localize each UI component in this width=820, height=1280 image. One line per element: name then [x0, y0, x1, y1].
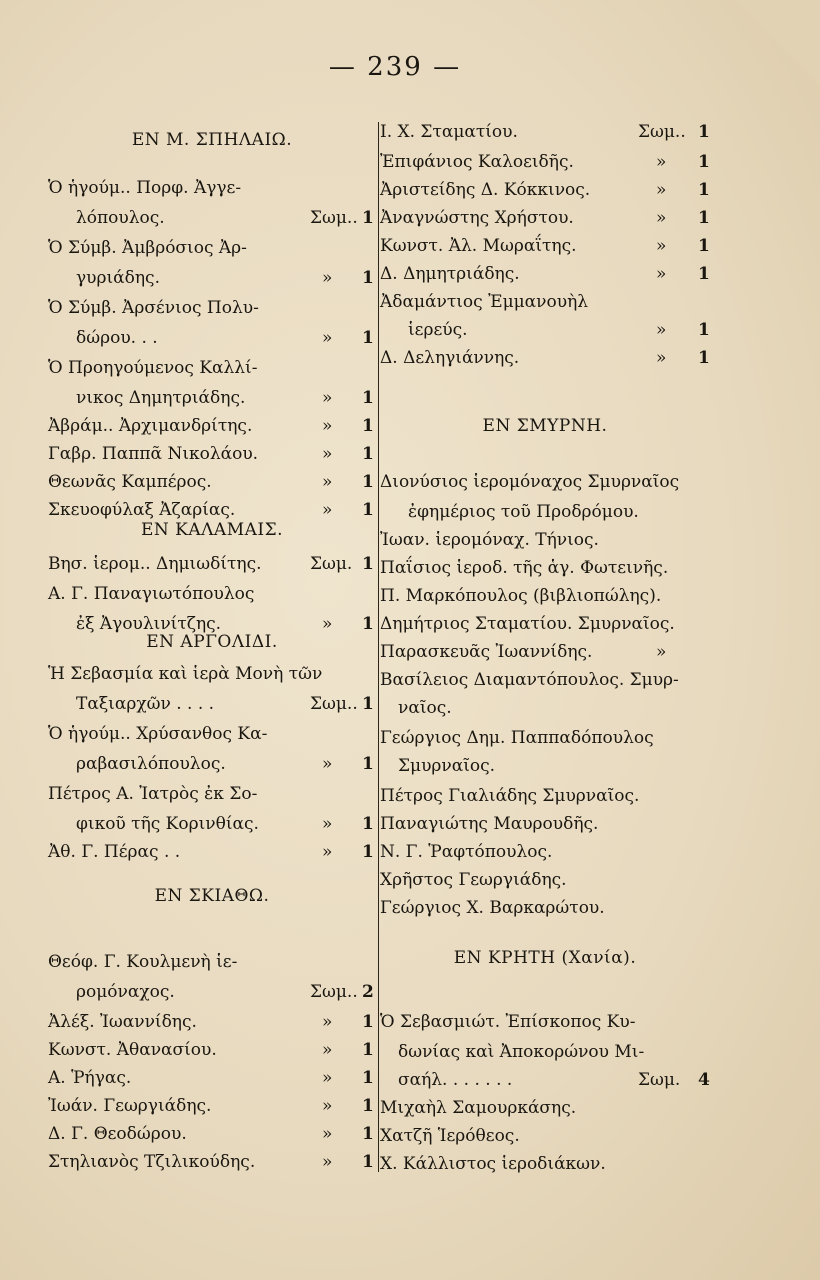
entry-count: 1 [362, 208, 374, 228]
entry-count: 1 [362, 1152, 374, 1172]
entry-name: ραβασιλόπουλος. [76, 754, 226, 774]
page-number: — 239 — [328, 52, 462, 82]
ditto-mark: » [656, 642, 667, 662]
section-heading: ΕΝ ΑΡΓΟΛΙΔΙ. [146, 632, 278, 652]
ditto-mark: » [322, 444, 333, 464]
entry-name: Διονύσιος ἱερομόναχος Σμυρναῖος [380, 472, 680, 492]
ditto-mark: » [656, 180, 667, 200]
entry-count: 1 [362, 500, 374, 520]
entry-name: Πέτρος Α. Ἰατρὸς ἐκ Σο- [48, 784, 258, 804]
entry-name: δώρου. . . [76, 328, 158, 348]
entry-name: γυριάδης. [76, 268, 160, 288]
ditto-mark: » [322, 1124, 333, 1144]
ditto-mark: » [322, 1040, 333, 1060]
entry-name: Π. Μαρκόπουλος (βιβλιοπώλης). [380, 586, 662, 606]
entry-count: 1 [362, 328, 374, 348]
ditto-mark: » [322, 1152, 333, 1172]
ditto-mark: » [322, 614, 333, 634]
entry-count: 1 [362, 472, 374, 492]
section-heading: ΕΝ ΚΡΗΤΗ (Χανία). [453, 948, 637, 968]
entry-count: 1 [698, 208, 710, 228]
ditto-mark: » [656, 152, 667, 172]
ditto-mark: » [656, 264, 667, 284]
entry-name: Δ. Δημητριάδης. [380, 264, 520, 284]
section-heading: ΕΝ ΣΚΙΑΘΩ. [154, 886, 270, 906]
ditto-mark: » [322, 1068, 333, 1088]
entry-name: Κωνστ. Ἀθανασίου. [48, 1040, 217, 1060]
entry-name: ἱερεύς. [408, 320, 468, 340]
ditto-mark: » [322, 754, 333, 774]
entry-name: Ἰωαν. ἱερομόναχ. Τήνιος. [380, 530, 599, 550]
entry-name: ἐξ Ἀγουλινίτζης. [76, 614, 222, 634]
ditto-mark: » [322, 842, 333, 862]
ditto-mark: » [322, 814, 333, 834]
entry-name: Ὁ ἡγούμ.. Πορφ. Ἀγγε- [48, 178, 242, 198]
entry-count: 1 [362, 1096, 374, 1116]
column-divider [378, 122, 379, 1172]
entry-count: 4 [698, 1070, 710, 1090]
entry-name: Ἀλέξ. Ἰωαννίδης. [48, 1012, 197, 1032]
entry-name: Ἀθ. Γ. Πέρας . . [48, 842, 181, 862]
entry-count: 1 [362, 554, 374, 574]
entry-name: Θεωνᾶς Καμπέρος. [48, 472, 212, 492]
entry-name: Παρασκευᾶς Ἰωαννίδης. [380, 642, 593, 662]
entry-name: Α. Ῥήγας. [48, 1068, 132, 1088]
ditto-mark: » [322, 500, 333, 520]
entry-count: 1 [362, 814, 374, 834]
entry-count: 1 [362, 1124, 374, 1144]
entry-name: Ἀβράμ.. Ἀρχιμανδρίτης. [48, 416, 253, 436]
entry-name: Δ. Γ. Θεοδώρου. [48, 1124, 187, 1144]
entry-name: Ὁ Σεβασμιώτ. Ἐπίσκοπος Κυ- [380, 1012, 636, 1032]
entry-count: 1 [362, 754, 374, 774]
ditto-mark: » [322, 472, 333, 492]
entry-name: Χρῆστος Γεωργιάδης. [380, 870, 567, 890]
entry-name: Γεώργιος Χ. Βαρκαρώτου. [380, 898, 605, 918]
entry-name: Θεόφ. Γ. Κουλμενὴ ἱε- [48, 952, 238, 972]
entry-unit: Σωμ.. [638, 122, 686, 142]
entry-name: Ἰωάν. Γεωργιάδης. [48, 1096, 212, 1116]
entry-name: Χατζῆ Ἱερόθεος. [380, 1126, 520, 1146]
entry-name: Σμυρναῖος. [398, 756, 496, 776]
entry-unit: Σωμ.. [310, 208, 358, 228]
entry-name: Παναγιώτης Μαυρουδῆς. [380, 814, 599, 834]
entry-count: 1 [698, 180, 710, 200]
entry-count: 1 [698, 348, 710, 368]
entry-name: Κωνστ. Ἀλ. Μωραΐτης. [380, 236, 577, 256]
entry-name: Ταξιαρχῶν . . . . [76, 694, 215, 714]
entry-name: Βησ. ἱερομ.. Δημιωδίτης. [48, 554, 262, 574]
entry-name: Ὁ Προηγούμενος Καλλί- [48, 358, 258, 378]
entry-count: 1 [362, 842, 374, 862]
ditto-mark: » [322, 416, 333, 436]
entry-count: 1 [362, 388, 374, 408]
entry-count: 1 [362, 614, 374, 634]
ditto-mark: » [322, 388, 333, 408]
entry-name: Ἀριστείδης Δ. Κόκκινος. [380, 180, 591, 200]
entry-name: Ν. Γ. Ῥαφτόπουλος. [380, 842, 553, 862]
entry-count: 1 [362, 1068, 374, 1088]
entry-name: Δημήτριος Σταματίου. Σμυρναῖος. [380, 614, 675, 634]
entry-count: 1 [362, 416, 374, 436]
entry-count: 1 [698, 236, 710, 256]
section-heading: ΕΝ Μ. ΣΠΗΛΑΙΩ. [131, 130, 293, 150]
entry-name: νικος Δημητριάδης. [76, 388, 246, 408]
section-heading: ΕΝ ΣΜΥΡΝΗ. [482, 416, 608, 436]
entry-name: Ὁ ἡγούμ.. Χρύσανθος Κα- [48, 724, 268, 744]
entry-name: Στηλιανὸς Τζιλικούδης. [48, 1152, 256, 1172]
entry-name: Βασίλειος Διαμαντόπουλος. Σμυρ- [380, 670, 679, 690]
entry-name: δωνίας καὶ Ἀποκορώνου Μι- [398, 1042, 645, 1062]
ditto-mark: » [322, 1096, 333, 1116]
entry-name: Γαβρ. Παππᾶ Νικολάου. [48, 444, 259, 464]
entry-count: 1 [698, 152, 710, 172]
entry-unit: Σωμ.. [310, 694, 358, 714]
entry-unit: Σωμ.. [310, 982, 358, 1002]
entry-name: ρομόναχος. [76, 982, 175, 1002]
entry-count: 1 [698, 122, 710, 142]
entry-name: σαήλ. . . . . . . [398, 1070, 513, 1090]
entry-count: 1 [698, 320, 710, 340]
entry-name: λόπουλος. [76, 208, 165, 228]
entry-name: Γεώργιος Δημ. Παππαδόπουλος [380, 728, 654, 748]
entry-name: Χ. Κάλλιστος ἱεροδιάκων. [380, 1154, 606, 1174]
ditto-mark: » [656, 236, 667, 256]
entry-name: Σκευοφύλαξ Ἀζαρίας. [48, 500, 236, 520]
entry-count: 1 [362, 1012, 374, 1032]
entry-count: 1 [362, 694, 374, 714]
entry-name: Ὁ Σύμβ. Ἀρσένιος Πολυ- [48, 298, 259, 318]
entry-count: 1 [362, 444, 374, 464]
entry-name: ναῖος. [398, 698, 452, 718]
ditto-mark: » [322, 1012, 333, 1032]
entry-unit: Σωμ. [310, 554, 353, 574]
ditto-mark: » [656, 208, 667, 228]
entry-name: Ἐπιφάνιος Καλοειδῆς. [380, 152, 574, 172]
ditto-mark: » [322, 328, 333, 348]
entry-name: φικοῦ τῆς Κορινθίας. [76, 814, 259, 834]
entry-name: ἐφημέριος τοῦ Προδρόμου. [408, 502, 639, 522]
entry-name: Ὁ Σύμβ. Ἀμβρόσιος Ἀρ- [48, 238, 247, 258]
entry-name: Α. Γ. Παναγιωτόπουλος [48, 584, 255, 604]
ditto-mark: » [656, 320, 667, 340]
entry-unit: Σωμ. [638, 1070, 681, 1090]
entry-name: Ι. Χ. Σταματίου. [380, 122, 518, 142]
entry-name: Πέτρος Γιαλιάδης Σμυρναῖος. [380, 786, 640, 806]
ditto-mark: » [322, 268, 333, 288]
entry-name: Παΐσιος ἱεροδ. τῆς ἁγ. Φωτεινῆς. [380, 558, 669, 578]
entry-count: 1 [698, 264, 710, 284]
entry-name: Μιχαὴλ Σαμουρκάσης. [380, 1098, 577, 1118]
entry-name: Ἀναγνώστης Χρήστου. [380, 208, 574, 228]
entry-name: Ἀδαμάντιος Ἐμμανουὴλ [380, 292, 589, 312]
entry-name: Δ. Δεληγιάννης. [380, 348, 520, 368]
entry-name: Ἡ Σεβασμία καὶ ἱερὰ Μονὴ τῶν [48, 664, 323, 684]
entry-count: 1 [362, 1040, 374, 1060]
entry-count: 1 [362, 268, 374, 288]
section-heading: ΕΝ ΚΑΛΑΜΑΙΣ. [140, 520, 284, 540]
entry-count: 2 [362, 982, 374, 1002]
ditto-mark: » [656, 348, 667, 368]
